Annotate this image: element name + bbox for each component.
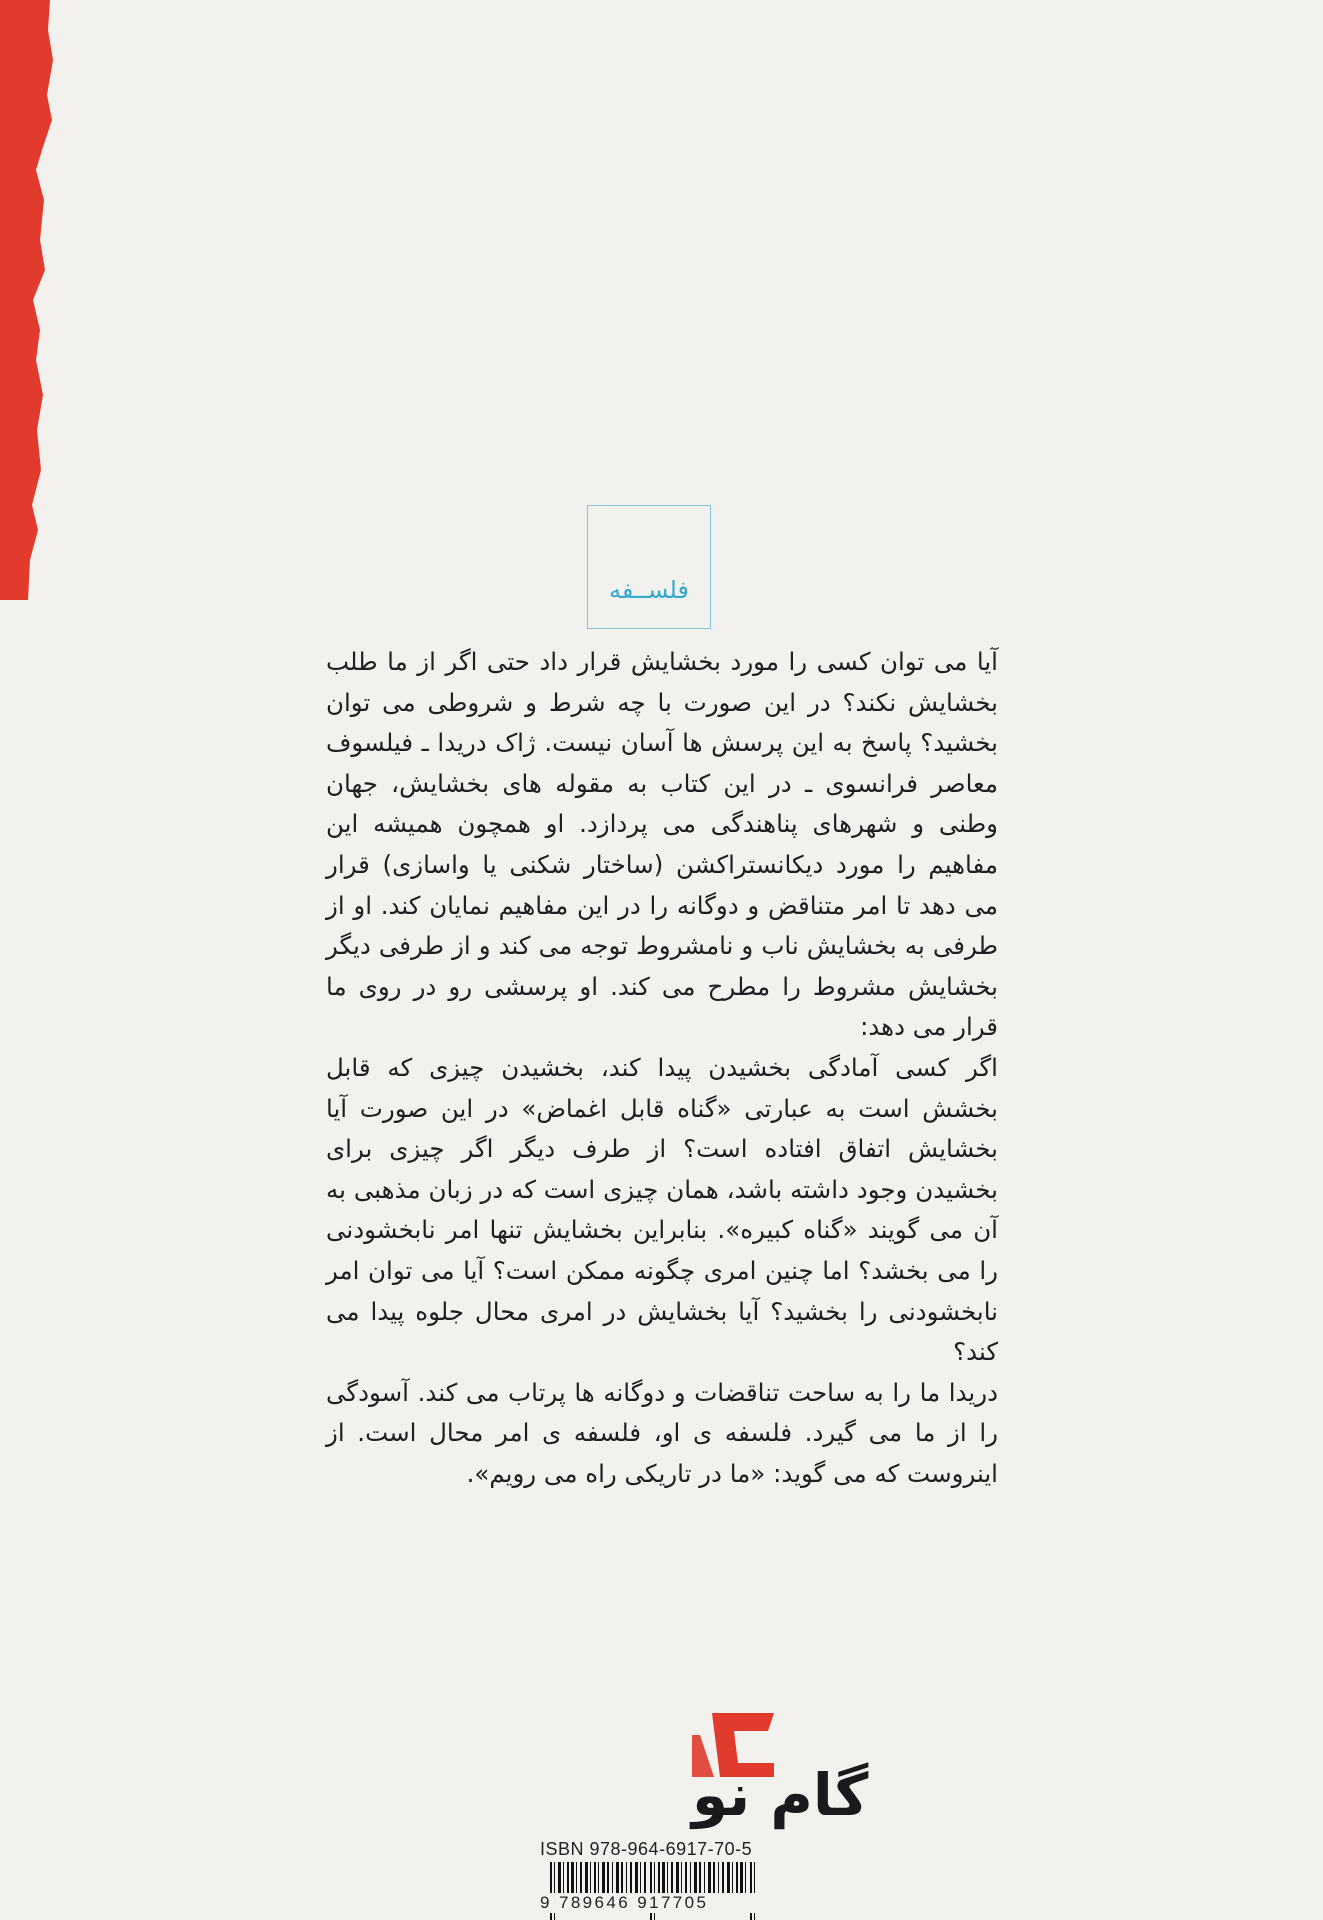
publisher-name: گام نو	[692, 1761, 869, 1829]
back-cover-blurb	[326, 642, 998, 1494]
category-box	[587, 505, 711, 629]
red-torn-edge-decoration	[0, 0, 70, 600]
blurb-paragraph-2: اگر کسی آمادگی بخشیدن پیدا کند، بخشیدن چیزی که قابل بخشش است به عبارتی «گناه قابل اغماض» در این صورت آیا بخشایش اتفاق افتاده است؟ از طرف دیگر اگر چیزی برای بخشیدن وجود داشته باشد، همان چیزی است که در زبان مذهبی به آن می گویند «گناه کبیره». بنابراین بخشایش تنها امر نابخشودنی را می بخشد؟ اما چنین امری چگونه ممکن است؟ آیا می توان امر نابخشودنی را بخشید؟ آیا بخشایش در امری محال جلوه پیدا می کند؟	[326, 1052, 998, 1367]
barcode-number: 9 789646 917705	[540, 1893, 780, 1913]
blurb-paragraph-3: دریدا ما را به ساحت تناقضات و دوگانه ها پرتاب می کند. آسودگی را از ما می گیرد. فلسفه ی او، فلسفه ی امر محال است. از اینروست که می گوید: «ما در تاریکی راه می رویم».	[326, 1377, 998, 1488]
isbn-label: ISBN 978-964-6917-70-5	[540, 1839, 753, 1859]
category-label: فلســفه	[609, 576, 689, 604]
publisher-logo	[542, 1705, 869, 1830]
blurb-paragraph-1: آیا می توان کسی را مورد بخشایش قرار داد حتی اگر از ما طلب بخشایش نکند؟ در این صورت با چه شرط و شروطی می توان بخشید؟ پاسخ به این پرسش ها آسان نیست. ژاک دریدا ـ فیلسوف معاصر فرانسوی ـ در این کتاب به مقوله های بخشایش، جهان وطنی و شهرهای پناهندگی می پردازد. او همچون همیشه این مفاهیم را مورد دیکانستراکشن (ساختار شکنی یا واسازی) قرار می دهد تا امر متناقض و دوگانه را در این مفاهیم نمایان کند. او از طرفی به بخشایش ناب و نامشروط توجه می کند و از طرفی دیگر بخشایش مشروط را مطرح می کند. او پرسشی رو در روی ما قرار می دهد:	[326, 647, 998, 1042]
